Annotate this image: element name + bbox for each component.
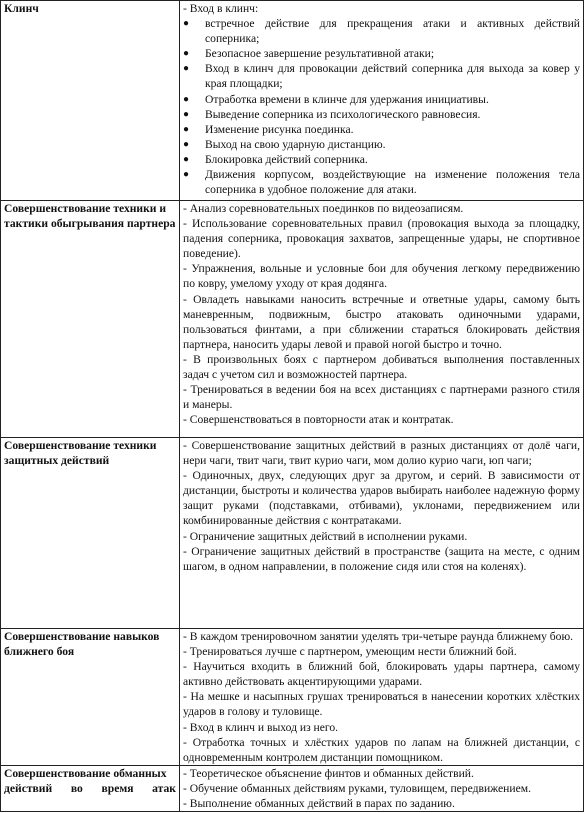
list-item: - Ограничение защитных действий в пространстве (защита на месте, с одним шагом, в одном направлении, в положение сидя или стоя на коленях). <box>183 544 580 573</box>
row-title-klinch: Клинч <box>1 1 180 201</box>
row-content-klinch <box>180 1 584 201</box>
bullet-icon: ● <box>183 48 190 60</box>
list-item: - На мешке и насыпных грушах тренироваться в нанесении коротких хлёстких ударов в голову и туловище. <box>183 690 580 719</box>
row-content-feints <box>180 765 584 811</box>
list-item: - Овладеть навыками наносить встречные и ответные удары, самому быть маневренным, подвижным, быстро атаковать одиночными ударами, пользоваться финтами, а при сближении стараться блокировать действия партнера, наносить удары левой и правой ногой быстро и точно. <box>183 292 580 351</box>
list-item: - Обучение обманных действиям руками, туловищем, передвижением. <box>183 781 531 795</box>
row-title-defense: Совершенствование техники защитных действий <box>1 438 180 629</box>
list-item: - Использование соревновательных правил (провокация выхода за площадку, падения соперника, провокация захватов, запрещенные удары, не спортивное поведение). <box>183 217 580 261</box>
klinch-intro: - Вход в клинч: <box>183 2 259 15</box>
list-item: - Совершенствоваться в повторности атак и контратак. <box>183 413 454 427</box>
bullet-icon: ● <box>183 169 190 181</box>
list-item: - Упражнения, вольные и условные бои для обучения легкому передвижению по ковру, умелому уходу от края додянга. <box>183 262 580 291</box>
bullet-icon: ● <box>183 18 190 30</box>
bullet-icon: ● <box>183 93 190 105</box>
list-item: - Теоретическое объяснение финтов и обманных действий. <box>183 766 474 780</box>
bullet-icon: ● <box>183 63 190 75</box>
list-item: - Совершенствование защитных действий в разных дистанциях от долё чаги, нери чаги, твит чаги, твит курио чаги, мом долио курио чаги, юп чаги; <box>183 439 580 468</box>
list-item: - Анализ соревновательных поединков по видеозаписям. <box>183 202 464 215</box>
list-item: - Одиночных, двух, следующих друг за другом, и серий. В зависимости от дистанции, быстроты и количества ударов выбирать наиболее надежную форму защит руками (подставками, отбивами), уклонами, передвижением или комбинированные действия с контратаками. <box>183 469 580 528</box>
bullet-item: ● Вход в клинч для провокации действий соперника для выхода за ковер у края площадки; <box>183 62 580 91</box>
bullet-icon: ● <box>183 108 190 120</box>
bullet-item: ● Изменение рисунка поединка. <box>183 122 354 136</box>
bullet-item: ● Движения корпусом, воздействующие на изменение положения тела соперника в удобное положение для атаки. <box>183 168 580 197</box>
list-item: - В произвольных боях с партнером добиваться выполнения поставленных задач с учетом сил и возможностей партнера. <box>183 352 580 382</box>
list-item: - Ограничение защитных действий в исполнении руками. <box>183 529 468 543</box>
bullet-item: ● Выход на свою ударную дистанцию. <box>183 137 386 151</box>
bullet-icon: ● <box>183 123 190 135</box>
bullet-item: ● встречное действие для прекращения атаки и активных действий соперника; <box>183 17 580 46</box>
table-row-defense <box>1 438 584 629</box>
table-row-feints <box>1 765 584 811</box>
list-item: - Научиться входить в ближний бой, блокировать удары партнера, самому активно действовать акцентирующими ударами. <box>183 660 580 689</box>
bullet-item: ● Выведение соперника из психологического равновесия. <box>183 107 481 121</box>
bullet-icon: ● <box>183 138 190 150</box>
row-content-close-combat <box>180 629 584 766</box>
list-item: - В каждом тренировочном занятии уделять три-четыре раунда ближнему бою. <box>183 630 574 643</box>
row-content-tactics <box>180 201 584 438</box>
bullet-item: ● Отработка времени в клинче для удержания инициативы. <box>183 92 489 106</box>
list-item: - Тренироваться лучше с партнером, умеющим нести ближний бой. <box>183 645 517 659</box>
list-item: - Тренироваться в ведении боя на всех дистанциях с партнерами разного стиля и манеры. <box>183 383 580 412</box>
list-item: - Вход в клинч и выход из него. <box>183 720 339 734</box>
list-item: - Отработка точных и хлёстких ударов по лапам на ближней дистанции, с одновременным контролем дистанции помощником. <box>183 735 580 764</box>
row-title-feints: Совершенствование обманных действий во время атак <box>1 765 180 811</box>
row-content-defense <box>180 438 584 629</box>
bullet-item: ● Безопасное завершение результативной атаки; <box>183 47 435 61</box>
row-title-close-combat: Совершенствование навыков ближнего боя <box>1 629 180 766</box>
bullet-icon: ● <box>183 153 190 165</box>
table-row-close-combat <box>1 629 584 766</box>
table-row-klinch <box>1 1 584 201</box>
bullet-item: ● Блокировка действий соперника. <box>183 152 368 166</box>
row-title-tactics: Совершенствование техники и тактики обыгрывания партнера <box>1 201 180 438</box>
list-item: - Выполнение обманных действий в парах по заданию. <box>183 797 455 811</box>
table-row-tactics <box>1 201 584 438</box>
